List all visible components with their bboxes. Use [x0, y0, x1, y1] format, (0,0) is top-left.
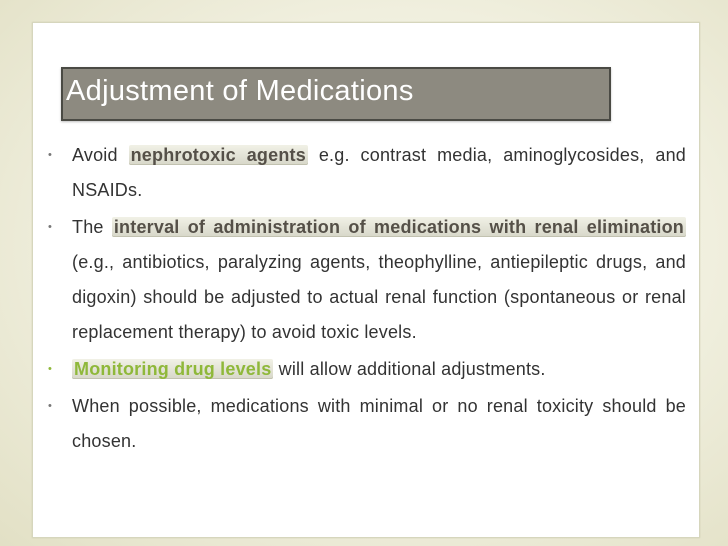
bullet-item	[48, 138, 686, 208]
bullet-text-segment: When possible, medications with minimal or no renal toxicity should be chosen.	[72, 396, 686, 451]
bullet-text-segment: The	[72, 217, 112, 237]
bullet-item	[48, 352, 686, 387]
bullet-text	[72, 138, 686, 208]
bullet-text-segment: will allow additional adjustments.	[273, 359, 546, 379]
bullet-marker: •	[48, 221, 52, 233]
bullet-item	[48, 210, 686, 350]
highlighted-term: interval of administration of medications with renal elimination	[113, 217, 684, 237]
bullet-marker: •	[48, 149, 52, 161]
bullet-text	[72, 389, 686, 459]
highlighted-term: nephrotoxic agents	[130, 145, 306, 165]
bullet-text	[72, 352, 686, 387]
bullet-text-segment: (e.g., antibiotics, paralyzing agents, theophylline, antiepileptic drugs, and digoxin) should be adjusted to actual renal function (spontaneous or renal replacement therapy) to avoid toxic levels.	[72, 252, 686, 342]
bullet-list	[48, 138, 686, 459]
bullet-text	[72, 210, 686, 350]
bullet-item	[48, 389, 686, 459]
slide-title: Adjustment of Medications	[66, 75, 414, 107]
highlighted-term: Monitoring drug levels	[74, 359, 272, 379]
bullet-marker: •	[48, 400, 52, 412]
bullet-marker: •	[48, 363, 52, 375]
bullet-text-segment: Avoid	[72, 145, 129, 165]
bullet-text-segment: e.g. contrast media, aminoglycosides, and NSAIDs.	[72, 145, 686, 200]
